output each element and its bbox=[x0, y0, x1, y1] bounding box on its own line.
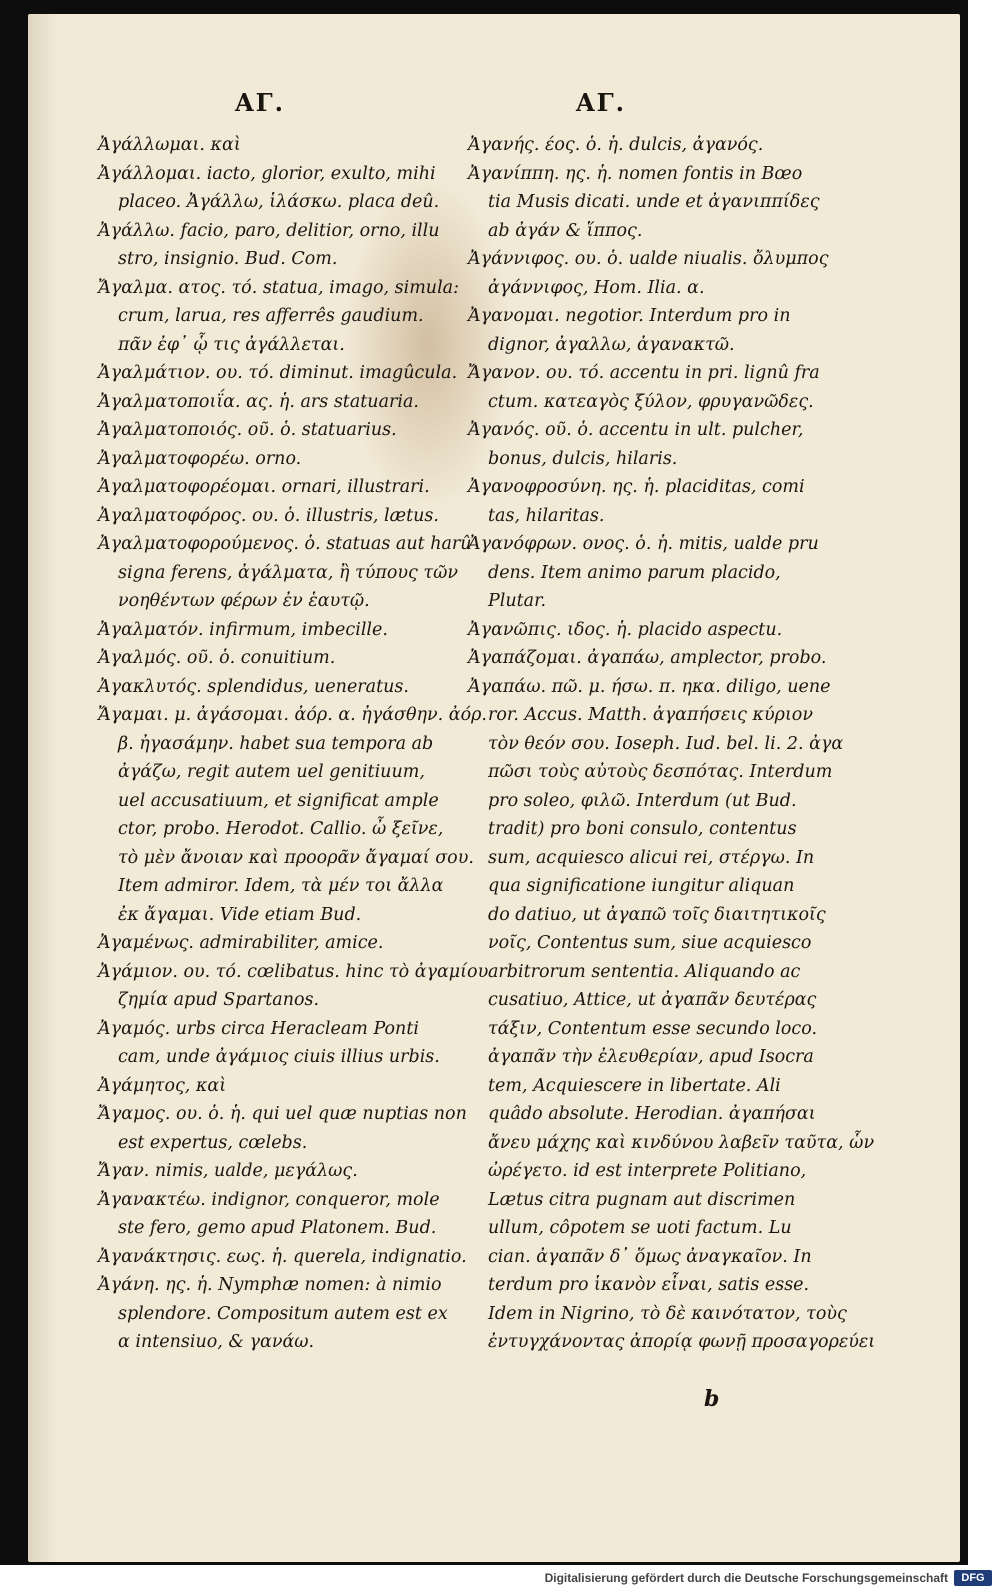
text-line: Ἀγαπάω. πῶ. μ. ήσω. π. ηκα. diligo, uene bbox=[468, 676, 831, 697]
text-line: νοηθέντων φέρων ἐν ἑαυτῷ. bbox=[118, 591, 370, 611]
text-line: ἀγαπᾶν τὴν ἐλευθερίαν, apud Isocra bbox=[488, 1047, 814, 1067]
text-line: Ἀγαλμός. οῦ. ὁ. conuitium. bbox=[98, 648, 336, 668]
text-line: tradit) pro boni consulo, contentus bbox=[488, 819, 797, 839]
text-line: Item admiror. Idem, τὰ μέν τοι ἄλλα bbox=[118, 876, 444, 896]
catchword: b bbox=[704, 1386, 720, 1412]
text-line: uel accusatiuum, et significat ample bbox=[118, 790, 439, 811]
text-line: Ἀγανῶπις. ιδος. ἡ. placido aspectu. bbox=[468, 619, 783, 640]
text-line: Ἀγανής. έος. ὁ. ἡ. dulcis, ἀγανός. bbox=[468, 135, 764, 155]
text-line: Ἀγαλματοφορούμενος. ὁ. statuas aut harû bbox=[98, 534, 472, 554]
text-line: ctum. κατεαγὸς ξύλον, φρυγανῶδες. bbox=[488, 391, 814, 412]
text-line: ἀγάζω, regit autem uel genitiuum, bbox=[118, 762, 425, 782]
footer-bar bbox=[0, 1566, 1000, 1592]
text-line: Ἀγαλματοφορέομαι. ornari, illustrari. bbox=[98, 477, 430, 497]
text-line: Ἀγαλματοφορέω. orno. bbox=[98, 448, 302, 469]
text-line: Ἀγάμητος, καὶ bbox=[98, 1075, 227, 1096]
text-line: Ἀγανίππη. ης. ἡ. nomen fontis in Bœo bbox=[468, 163, 803, 184]
dfg-logo: DFG bbox=[954, 1570, 992, 1586]
text-line: τάξιν, Contentum esse secundo loco. bbox=[488, 1018, 818, 1039]
text-line: stro, insignio. Bud. Com. bbox=[118, 249, 338, 269]
text-line: ab ἀγάν & ἵππος. bbox=[488, 220, 643, 241]
text-line: cam, unde ἀγάμιος ciuis illius urbis. bbox=[118, 1047, 440, 1067]
text-line: ullum, côpotem se uoti factum. Lu bbox=[488, 1218, 792, 1238]
text-line: Ἀγάλλωμαι. καὶ bbox=[98, 135, 241, 155]
text-line: Ἀγαλματοποιός. οῦ. ὁ. statuarius. bbox=[98, 420, 397, 440]
text-line: terdum pro ἱκανὸν εἶναι, satis esse. bbox=[488, 1275, 810, 1295]
text-line: νοῖς, Contentus sum, siue acquiesco bbox=[488, 933, 812, 953]
text-line: ste fero, gemo apud Platonem. Bud. bbox=[118, 1218, 437, 1238]
text-line: ἐντυγχάνοντας ἀπορίᾳ φωνῇ προσαγορεύει bbox=[488, 1332, 876, 1352]
text-line: Ἀγανόφρων. ονος. ὁ. ἡ. mitis, ualde pru bbox=[468, 534, 819, 554]
text-line: signa ferens, ἀγάλματα, ἢ τύπους τῶν bbox=[118, 562, 458, 583]
running-head-left: AΓ. bbox=[235, 88, 286, 117]
text-line: do datiuo, ut ἀγαπῶ τοῖς διαιτητικοῖς bbox=[488, 904, 826, 925]
text-line: Ἀγαμός. urbs circa Heracleam Ponti bbox=[98, 1018, 419, 1039]
text-line: Lætus citra pugnam aut discrimen bbox=[488, 1189, 796, 1210]
text-line: Ἄγανον. ου. τό. accentu in pri. lignû fra bbox=[468, 363, 820, 383]
text-line: quâdo absolute. Herodian. ἀγαπήσαι bbox=[488, 1104, 816, 1124]
text-line: Ἀγαλματοφόρος. ου. ὁ. illustris, lætus. bbox=[98, 505, 439, 526]
text-line: tas, hilaritas. bbox=[488, 505, 605, 526]
text-line: Ἀγανακτέω. indignor, conqueror, mole bbox=[98, 1189, 440, 1210]
text-line: tem, Acquiescere in libertate. Ali bbox=[488, 1075, 781, 1096]
text-line: dens. Item animo parum placido, bbox=[488, 562, 781, 583]
text-line: Ἀγαπάζομαι. ἀγαπάω, amplector, probo. bbox=[468, 648, 827, 668]
left-column bbox=[98, 131, 489, 1357]
text-line: Idem in Nigrino, τὸ δὲ καινότατον, τοὺς bbox=[488, 1303, 847, 1324]
text-line: est expertus, cœlebs. bbox=[118, 1132, 308, 1153]
text-line: Ἀγάμιον. ου. τό. cœlibatus. hinc τὸ ἀγαμίου bbox=[98, 961, 489, 982]
text-line: tia Musis dicati. unde et ἀγανιππίδες bbox=[488, 192, 820, 212]
text-line: cusatiuo, Attice, ut ἀγαπᾶν δευτέρας bbox=[488, 990, 817, 1010]
text-line: Ἄγαμαι. μ. ἀγάσομαι. ἀόρ. α. ἠγάσθην. ἀόρ. bbox=[98, 705, 487, 725]
text-line: Ἄγαμος. ου. ὁ. ἡ. qui uel quæ nuptias non bbox=[98, 1104, 467, 1124]
text-line: Ἀγανός. οῦ. ὁ. accentu in ult. pulcher, bbox=[468, 420, 804, 440]
text-line: Ἀγαλματοποιΐα. ας. ἡ. ars statuaria. bbox=[98, 391, 419, 412]
text-line: Ἀγανομαι. negotior. Interdum pro in bbox=[468, 306, 791, 326]
text-line: pro soleo, φιλῶ. Interdum (ut Bud. bbox=[488, 790, 797, 811]
text-line: Ἀγαλμάτιον. ου. τό. diminut. imagûcula. bbox=[98, 363, 458, 383]
text-line: sum, acquiesco alicui rei, στέργω. In bbox=[488, 847, 815, 868]
text-line: Ἀγανοφροσύνη. ης. ἡ. placiditas, comi bbox=[468, 477, 805, 497]
text-line: cian. ἀγαπᾶν δ᾽ ὅμως ἀναγκαῖον. In bbox=[488, 1246, 812, 1267]
text-line: crum, larua, res afferrês gaudium. bbox=[118, 306, 424, 326]
text-line: dignor, ἀγαλλω, ἀγανακτῶ. bbox=[488, 334, 735, 355]
book-page bbox=[28, 14, 960, 1562]
text-line: ὠρέγετο. id est interprete Politiano, bbox=[488, 1161, 807, 1181]
text-line: πᾶν ἐφ᾽ ᾧ τις ἀγάλλεται. bbox=[118, 334, 345, 355]
text-line: Ἀγάννιφος. ου. ὁ. ualde niualis. ὄλυμπος bbox=[468, 249, 829, 269]
text-line: Ἀγαλματόν. infirmum, imbecille. bbox=[98, 619, 388, 640]
text-line: arbitrorum sententia. Aliquando ac bbox=[488, 961, 801, 982]
text-line: splendore. Compositum autem est ex bbox=[118, 1303, 448, 1324]
text-line: ζημία apud Spartanos. bbox=[118, 990, 320, 1010]
text-line: Plutar. bbox=[488, 591, 547, 611]
text-line: β. ἠγασάμην. habet sua tempora ab bbox=[118, 733, 434, 754]
footer-credit: Digitalisierung gefördert durch die Deutsche Forschungsgemeinschaft bbox=[544, 1571, 948, 1585]
text-line: Ἄγαν. nimis, ualde, μεγάλως. bbox=[98, 1161, 358, 1181]
running-head-right: AΓ. bbox=[576, 88, 627, 117]
text-line: πῶσι τοὺς αὐτοὺς δεσπότας. Interdum bbox=[488, 762, 833, 782]
text-line: placeo. Ἀγάλλω, ἱλάσκω. placa deû. bbox=[118, 192, 440, 212]
text-line: Ἀγάλλομαι. iacto, glorior, exulto, mihi bbox=[98, 163, 436, 184]
text-line: α intensiuo, & γανάω. bbox=[118, 1332, 315, 1352]
right-column bbox=[468, 131, 876, 1357]
text-line: τὸν θεόν σου. Ioseph. Iud. bel. li. 2. ἀγα bbox=[488, 733, 844, 754]
text-line: Ἀγάλλω. facio, paro, delitior, orno, illu bbox=[98, 220, 440, 241]
text-line: τὸ μὲν ἄνοιαν καὶ προορᾶν ἄγαμαί σου. bbox=[118, 847, 474, 868]
text-line: Ἄγαλμα. ατος. τό. statua, imago, simula: bbox=[98, 277, 459, 298]
text-line: qua significatione iungitur aliquan bbox=[488, 876, 795, 896]
text-line: Ἀγάνη. ης. ἡ. Nymphæ nomen: à nimio bbox=[98, 1275, 442, 1295]
text-line: ἀγάννιφος, Hom. Ilia. α. bbox=[488, 277, 705, 298]
text-line: bonus, dulcis, hilaris. bbox=[488, 448, 678, 469]
text-line: ctor, probo. Herodot. Callio. ὦ ξεῖνε, bbox=[118, 819, 444, 839]
text-line: ἐκ ἄγαμαι. Vide etiam Bud. bbox=[118, 904, 362, 925]
text-line: Ἀγαμένως. admirabiliter, amice. bbox=[98, 933, 384, 953]
text-line: Ἀγακλυτός. splendidus, ueneratus. bbox=[98, 676, 409, 697]
text-line: ἄνευ μάχης καὶ κινδύνου λαβεῖν ταῦτα, ὧν bbox=[488, 1132, 875, 1153]
text-line: Ἀγανάκτησις. εως. ἡ. querela, indignatio. bbox=[98, 1246, 467, 1267]
text-line: ror. Accus. Matth. ἀγαπήσεις κύριον bbox=[488, 705, 813, 725]
